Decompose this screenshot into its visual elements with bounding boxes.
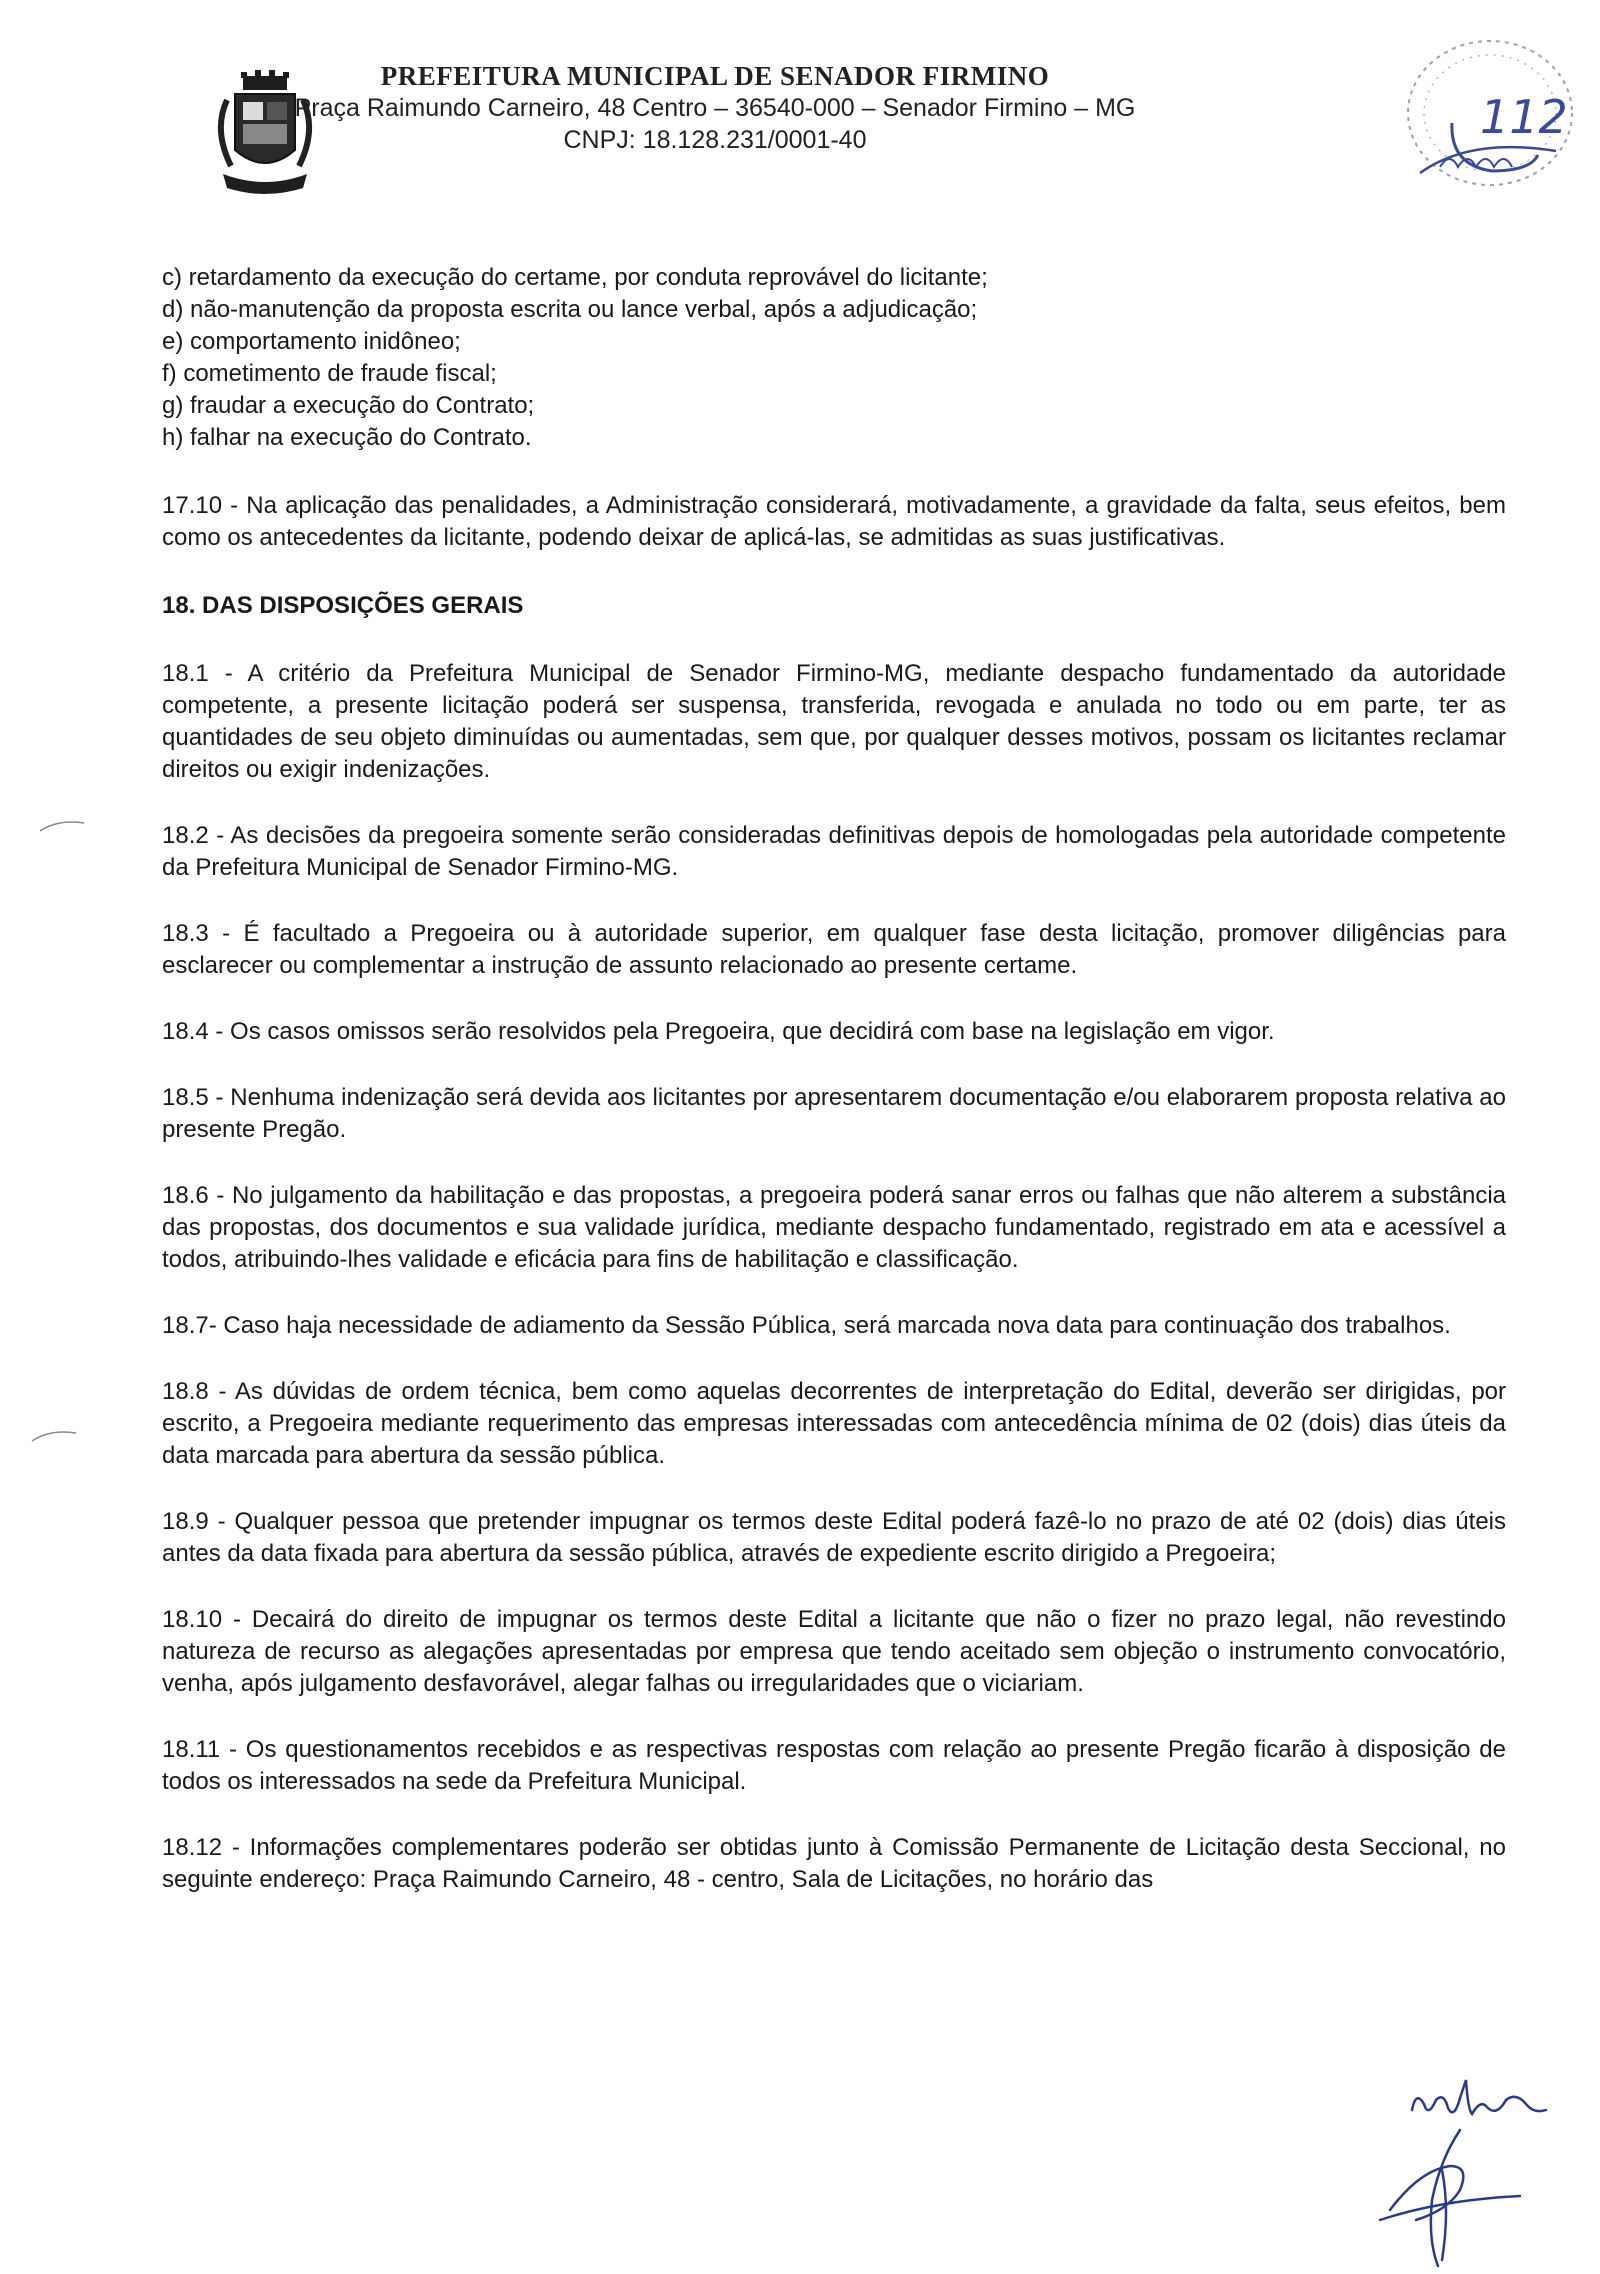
clause-18-11: 18.11 - Os questionamentos recebidos e as respectivas respostas com relação ao presente Pregão ficarão à disposição de todos os interessados na sede da Prefeitura Municipal.	[162, 1736, 1506, 1795]
page-number-stamp	[1380, 25, 1580, 195]
clause-18-10: 18.10 - Decairá do direito de impugnar os termos deste Edital a licitante que não o fizer no prazo legal, não revestindo natureza de recurso as alegações apresentadas por empresa que tendo aceitado sem objeção o instrumento convocatório, venha, após julgamento desfavorável, alegar falhas ou irregularidades que o viciariam.	[162, 1606, 1506, 1697]
stamp-page-number: 112	[1480, 90, 1568, 144]
clause-18-7: 18.7- Caso haja necessidade de adiamento da Sessão Pública, será marcada nova data para continuação dos trabalhos.	[162, 1312, 1451, 1339]
list-item: e) comportamento inidôneo;	[162, 328, 461, 355]
organization-cnpj: CNPJ: 18.128.231/0001-40	[563, 126, 867, 154]
clause-18-6: 18.6 - No julgamento da habilitação e das propostas, a pregoeira poderá sanar erros ou falhas que não alterem a substância das propostas, dos documentos e sua validade jurídica, mediante despacho fundamentado, registrado em ata e acessível a todos, atribuindo-lhes validade e eficácia para fins de habilitação e classificação.	[162, 1182, 1506, 1273]
penalty-list	[162, 262, 1506, 454]
margin-mark	[38, 815, 88, 835]
list-item: g) fraudar a execução do Contrato;	[162, 392, 535, 419]
organization-name: PREFEITURA MUNICIPAL DE SENADOR FIRMINO	[380, 61, 1050, 91]
letterhead	[215, 60, 1215, 156]
clause-17-10: 17.10 - Na aplicação das penalidades, a Administração considerará, motivadamente, a gravidade da falta, seus efeitos, bem como os antecedentes da licitante, podendo deixar de aplicá-las, se admitidas as suas justificativas.	[162, 492, 1506, 551]
list-item: f) cometimento de fraude fiscal;	[162, 360, 497, 387]
clause-18-3: 18.3 - É facultado a Pregoeira ou à autoridade superior, em qualquer fase desta licitação, promover diligências para esclarecer ou complementar a instrução de assunto relacionado ao presente certame.	[162, 920, 1506, 979]
clause-18-1: 18.1 - A critério da Prefeitura Municipal de Senador Firmino-MG, mediante despacho fundamentado da autoridade competente, a presente licitação poderá ser suspensa, transferida, revogada e anulada no todo ou em parte, ter as quantidades de seu objeto diminuídas ou aumentadas, sem que, por qualquer desses motivos, possam os licitantes reclamar direitos ou exigir indenizações.	[162, 660, 1506, 783]
section-18-title: 18. DAS DISPOSIÇÕES GERAIS	[162, 592, 524, 619]
clause-18-4: 18.4 - Os casos omissos serão resolvidos pela Pregoeira, que decidirá com base na legislação em vigor.	[162, 1018, 1275, 1045]
document-body	[162, 262, 1506, 1896]
clause-18-12: 18.12 - Informações complementares poderão ser obtidas junto à Comissão Permanente de Licitação desta Seccional, no seguinte endereço: Praça Raimundo Carneiro, 48 - centro, Sala de Licitações, no horário das	[162, 1834, 1506, 1893]
clause-18-2: 18.2 - As decisões da pregoeira somente serão consideradas definitivas depois de homologadas pela autoridade competente da Prefeitura Municipal de Senador Firmino-MG.	[162, 822, 1506, 881]
clause-18-8: 18.8 - As dúvidas de ordem técnica, bem como aquelas decorrentes de interpretação do Edital, deverão ser dirigidas, por escrito, a Pregoeira mediante requerimento das empresas interessadas com antecedência mínima de 02 (dois) dias úteis da data marcada para abertura da sessão pública.	[162, 1378, 1506, 1469]
clause-18-9: 18.9 - Qualquer pessoa que pretender impugnar os termos deste Edital poderá fazê-lo no prazo de até 02 (dois) dias úteis antes da data fixada para abertura da sessão pública, através de expediente escrito dirigido a Pregoeira;	[162, 1508, 1506, 1567]
handwritten-signature	[1320, 2070, 1590, 2270]
list-item: h) falhar na execução do Contrato.	[162, 424, 532, 451]
list-item: d) não-manutenção da proposta escrita ou lance verbal, após a adjudicação;	[162, 296, 978, 323]
organization-address: Praça Raimundo Carneiro, 48 Centro – 36540-000 – Senador Firmino – MG	[294, 94, 1136, 122]
margin-mark	[30, 1425, 80, 1445]
clause-18-5: 18.5 - Nenhuma indenização será devida aos licitantes por apresentarem documentação e/ou elaborarem proposta relativa ao presente Pregão.	[162, 1084, 1506, 1143]
list-item: c) retardamento da execução do certame, por conduta reprovável do licitante;	[162, 264, 988, 291]
